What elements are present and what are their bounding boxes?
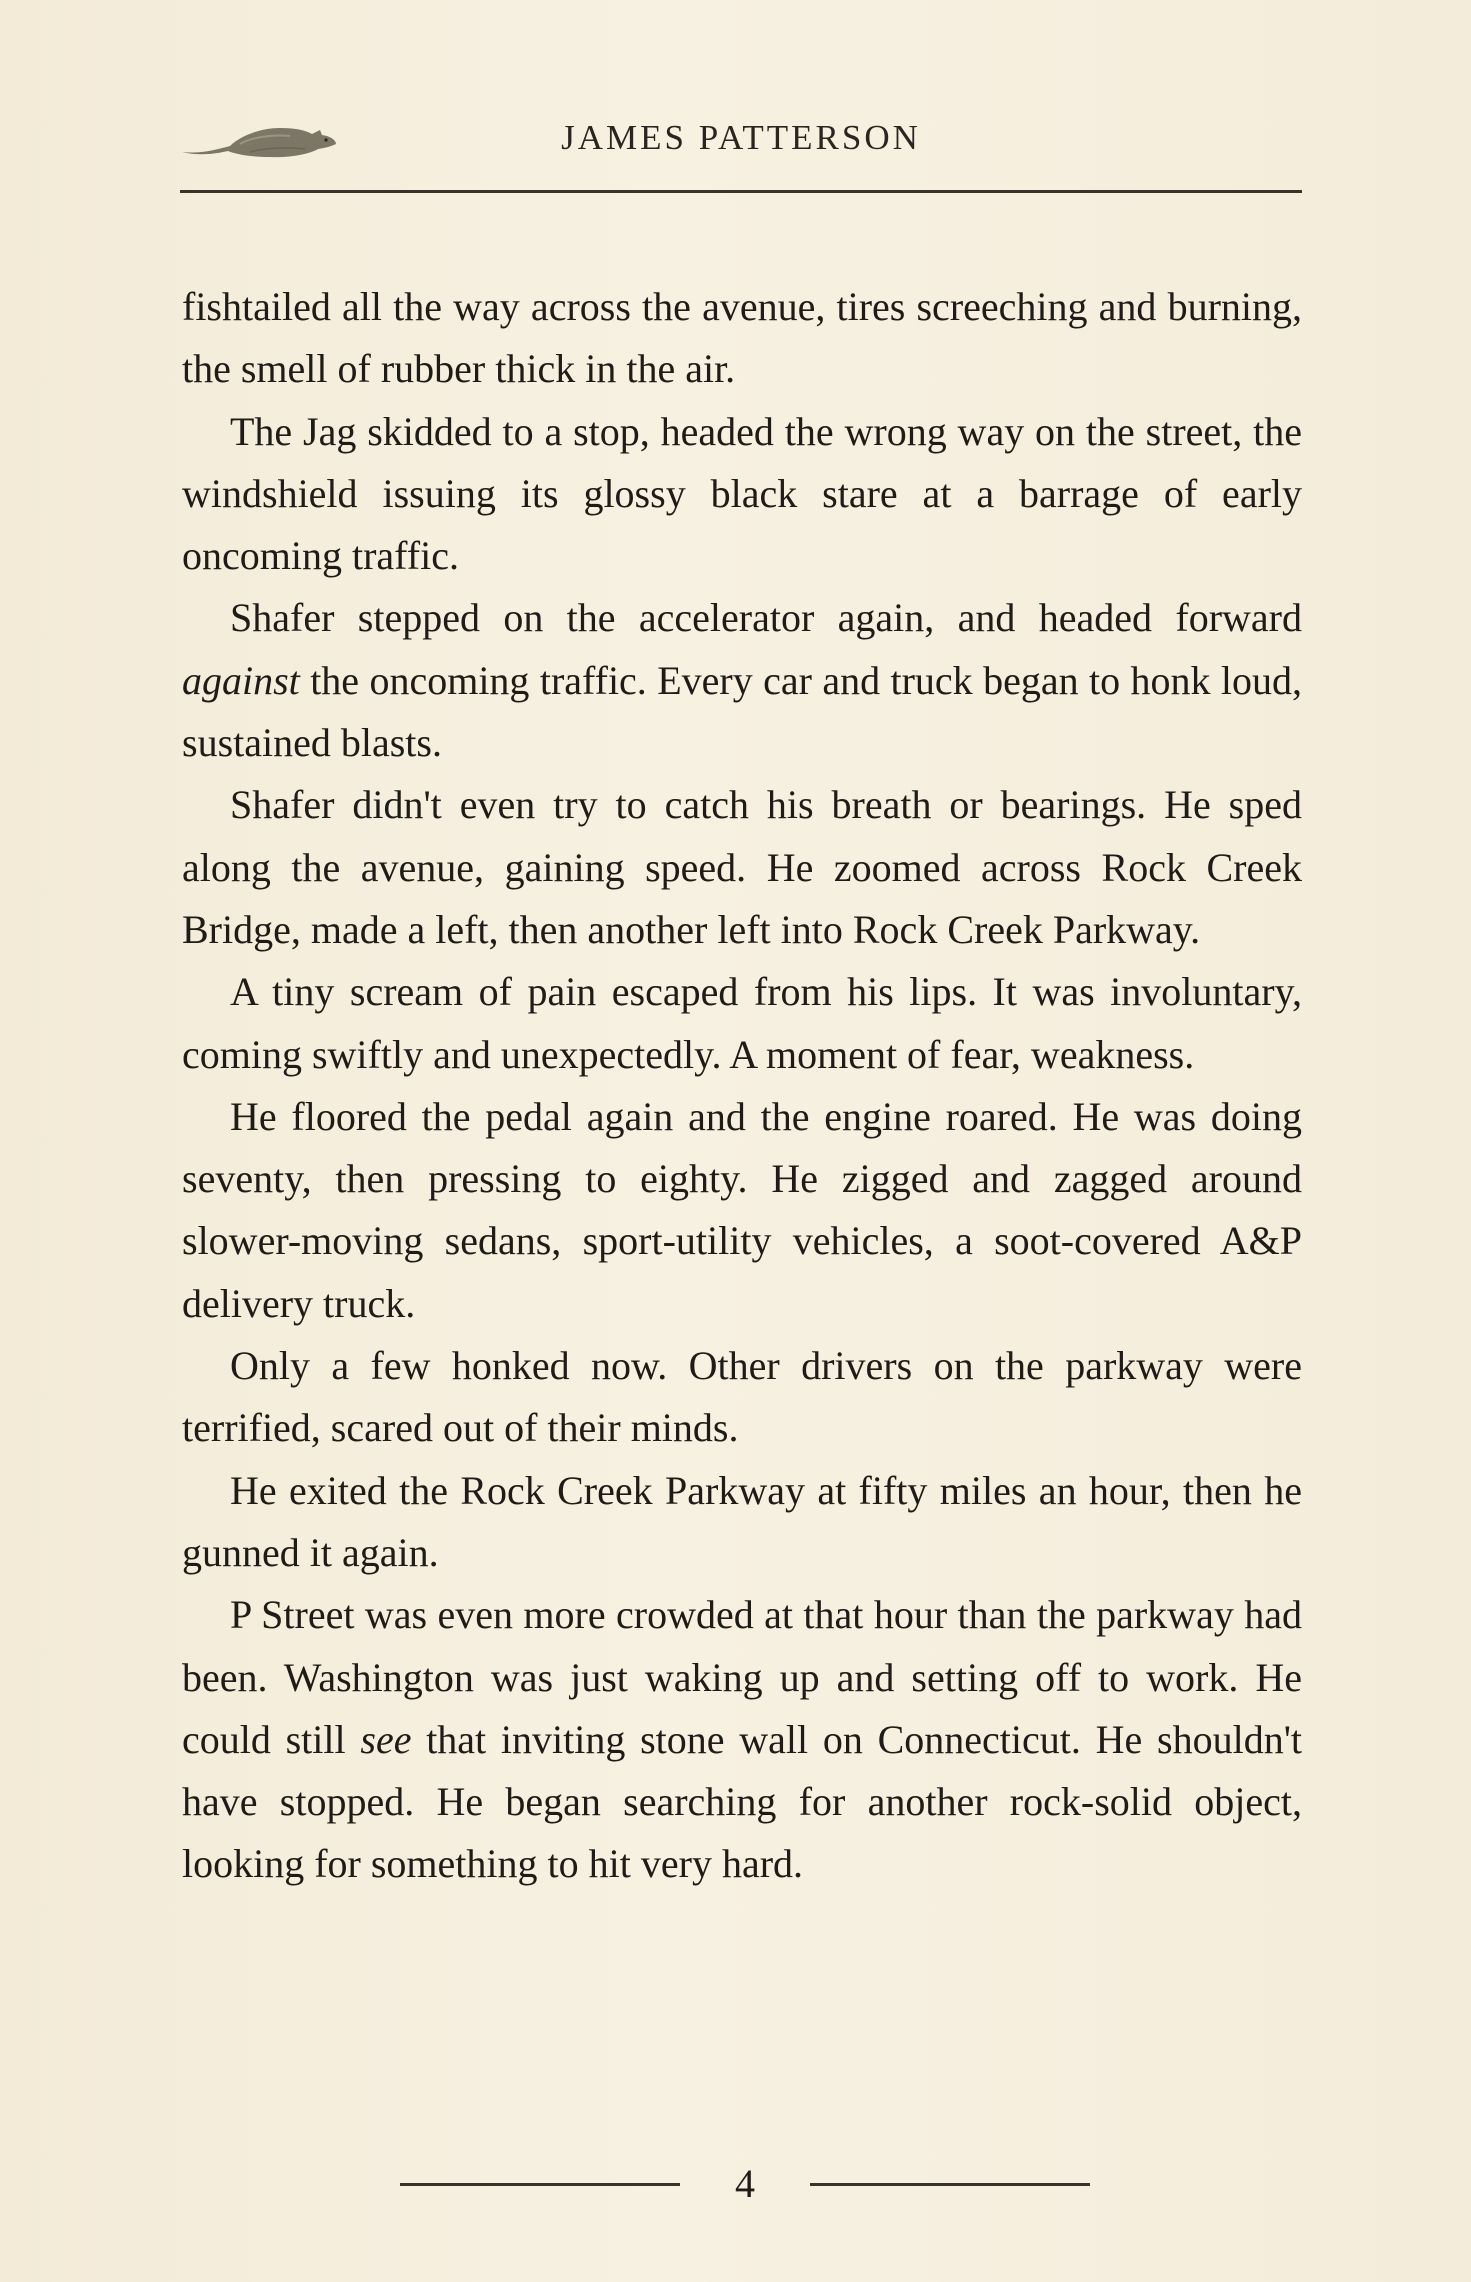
paragraph: Only a few honked now. Other drivers on the parkway were terrified, scared out of their minds.: [182, 1343, 1302, 1451]
body-text: [182, 276, 1302, 1896]
paragraph: He exited the Rock Creek Parkway at fifty miles an hour, then he gunned it again.: [182, 1467, 1302, 1575]
running-head: JAMES PATTERSON: [561, 118, 921, 157]
paragraph: A tiny scream of pain escaped from his lips. It was involuntary, coming swiftly and unexpectedly. A moment of fear, weakness.: [182, 969, 1302, 1077]
text-run: Shafer stepped on the accelerator again, and headed forward: [230, 595, 1302, 641]
page-header: [180, 108, 1302, 198]
paragraph: Shafer didn't even try to catch his breath or bearings. He sped along the avenue, gaining speed. He zoomed across Rock Creek Bridge, made a left, then another left into Rock Creek Parkway.: [182, 782, 1302, 952]
paragraph: The Jag skidded to a stop, headed the wrong way on the street, the windshield issuing its glossy black stare at a barrage of early oncoming traffic.: [182, 408, 1302, 579]
paragraph: fishtailed all the way across the avenue, tires screeching and burning, the smell of rubber thick in the air.: [182, 284, 1302, 392]
text-run: the oncoming traffic. Every car and truck began to honk loud, sustained blasts.: [182, 657, 1302, 766]
text-run: that inviting stone wall on Connecticut. He shouldn't have stopped. He began searching for another rock-solid object, looking for something to hit very hard.: [182, 1716, 1303, 1887]
page-footer: [400, 2160, 1090, 2220]
emphasis: against: [182, 657, 300, 703]
paragraph: He floored the pedal again and the engine roared. He was doing seventy, then pressing to eighty. He zigged and zagged around slower-moving sedans, sport-utility vehicles, a soot-covered A&P delivery truck.: [182, 1093, 1302, 1326]
footer-rule-right: [810, 2183, 1090, 2186]
text-run: P Street was even more crowded at that hour than the parkway had been. Washington was just waking up and setting off to work. He could still: [182, 1592, 1302, 1762]
paragraph: [182, 587, 1302, 774]
emphasis: see: [360, 1716, 412, 1762]
header-rule: [180, 190, 1302, 193]
paragraph: [182, 1584, 1302, 1895]
page-number: 4: [735, 2161, 755, 2206]
